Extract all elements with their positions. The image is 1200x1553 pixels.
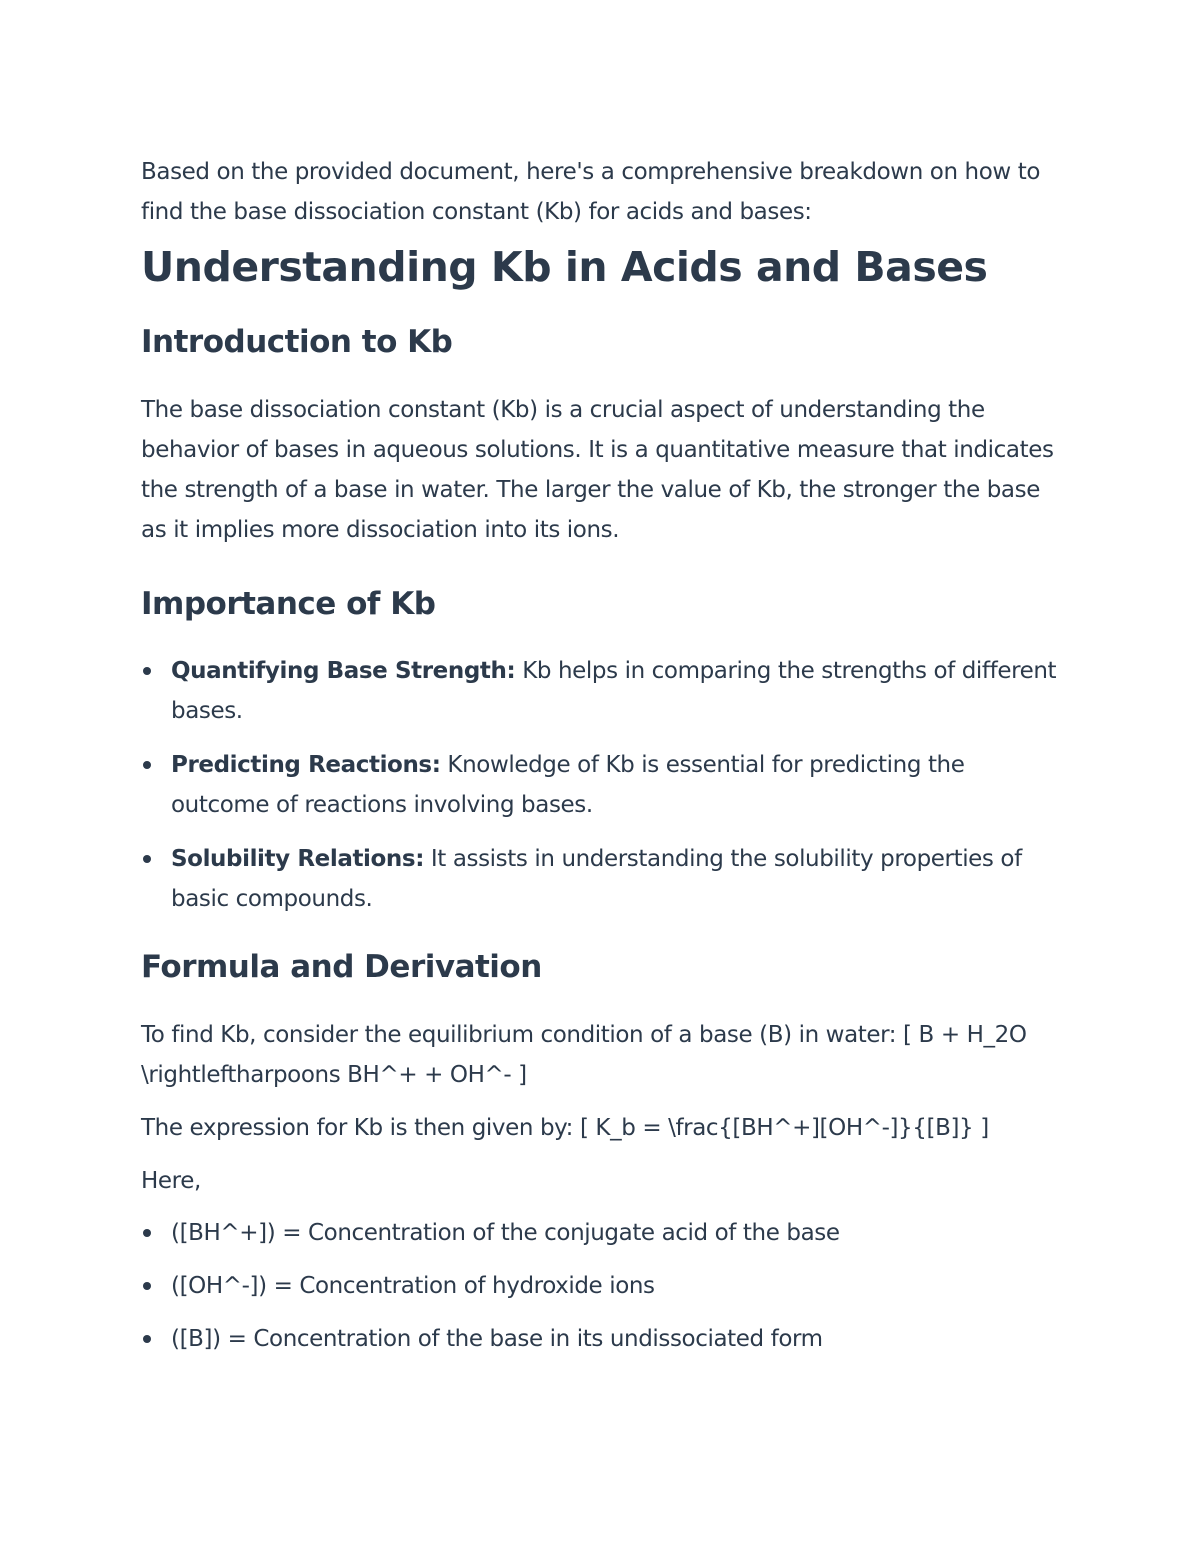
importance-list xyxy=(141,651,1061,919)
introduction-paragraph: The base dissociation constant (Kb) is a crucial aspect of understanding the behavior of bases in aqueous solutions. It is a quantitative measure that indicates the strength of a base in water. The larger the value of Kb, the stronger the base as it implies more dissociation into its ions. xyxy=(141,397,1054,543)
list-item-term: Quantifying Base Strength: xyxy=(171,658,516,684)
section-heading-introduction: Introduction to Kb xyxy=(141,324,453,360)
here-paragraph: Here, xyxy=(141,1168,201,1194)
document-page xyxy=(141,152,1061,1372)
equilibrium-paragraph: To find Kb, consider the equilibrium condition of a base (B) in water: [ B + H_2O \rightleftharpoons BH^+ + OH^- ] xyxy=(141,1022,1027,1088)
list-item xyxy=(141,651,1061,731)
intro-paragraph: Based on the provided document, here's a comprehensive breakdown on how to find the base dissociation constant (Kb) for acids and bases: xyxy=(141,159,1041,225)
list-item xyxy=(141,839,1061,919)
definitions-list xyxy=(141,1213,1061,1359)
page-title: Understanding Kb in Acids and Bases xyxy=(141,243,988,291)
list-item-term: Solubility Relations: xyxy=(171,846,424,872)
list-item: ([BH^+]) = Concentration of the conjugate acid of the base xyxy=(141,1213,1061,1253)
list-item-text: It assists in understanding the solubility properties of basic compounds. xyxy=(171,846,1022,912)
list-item-term: Predicting Reactions: xyxy=(171,752,441,778)
expression-paragraph: The expression for Kb is then given by: [ K_b = \frac{[BH^+][OH^-]}{[B]} ] xyxy=(141,1115,989,1141)
section-heading-importance: Importance of Kb xyxy=(141,586,436,622)
list-item-text: Kb helps in comparing the strengths of different bases. xyxy=(171,658,1057,724)
section-heading-formula: Formula and Derivation xyxy=(141,949,542,985)
list-item-text: Knowledge of Kb is essential for predicting the outcome of reactions involving bases. xyxy=(171,752,965,818)
list-item: ([OH^-]) = Concentration of hydroxide ions xyxy=(141,1266,1061,1306)
list-item xyxy=(141,745,1061,825)
list-item: ([B]) = Concentration of the base in its undissociated form xyxy=(141,1319,1061,1359)
